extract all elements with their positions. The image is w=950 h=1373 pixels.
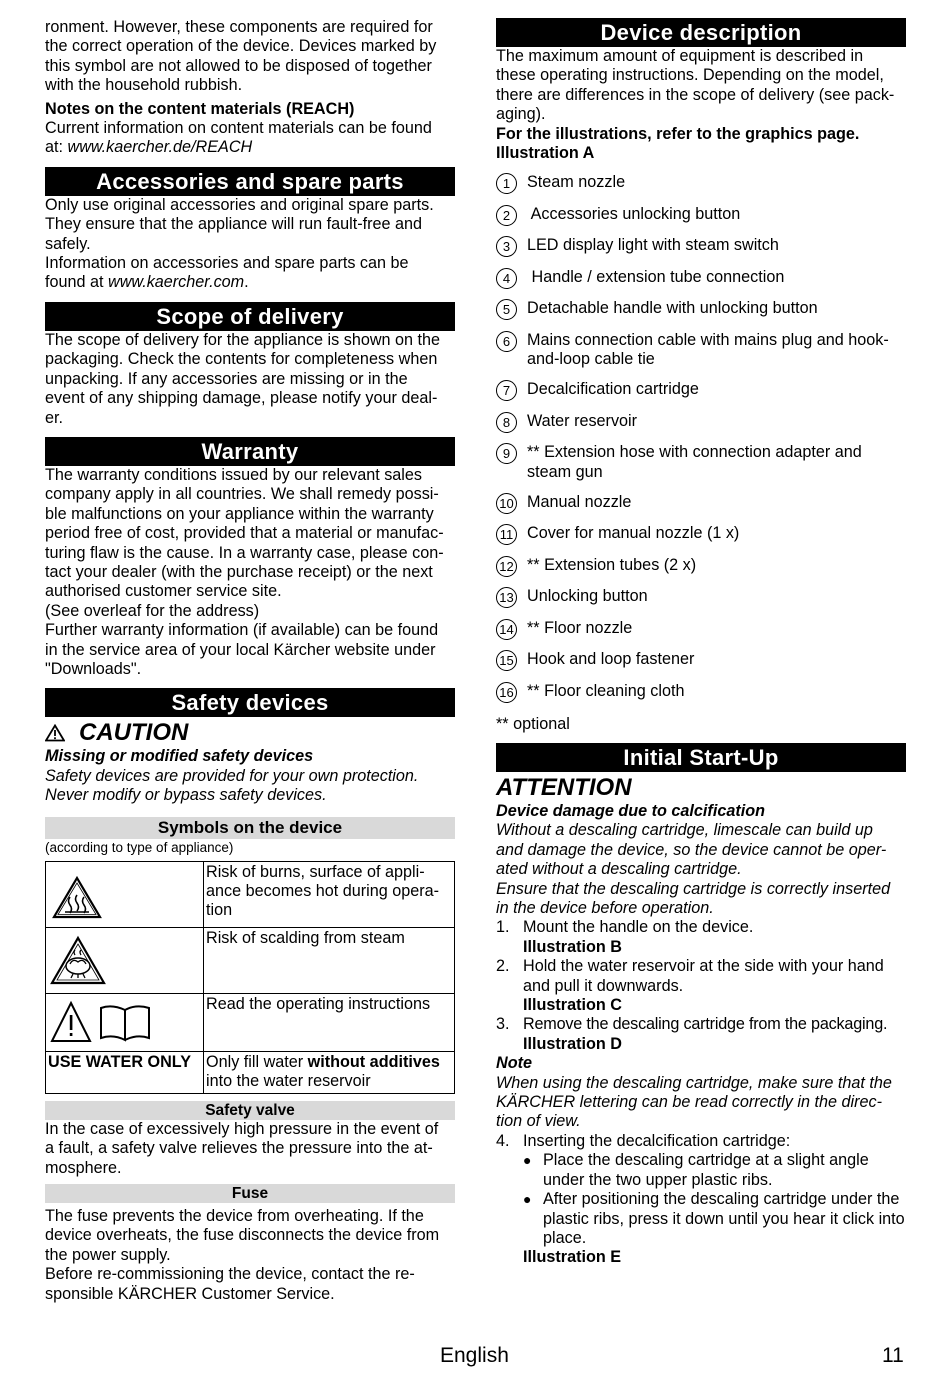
warning-triangle-icon bbox=[45, 724, 65, 742]
list-item bbox=[496, 380, 906, 401]
list-item bbox=[496, 556, 906, 577]
device-heading: Device description bbox=[496, 18, 906, 47]
bullet-dot-icon: ● bbox=[523, 1191, 532, 1208]
fuse-line: device overheats, the fuse disconnects the device from bbox=[45, 1226, 440, 1245]
item-number: 7 bbox=[496, 380, 517, 401]
valve-line: In the case of excessively high pressure in the event of bbox=[45, 1119, 439, 1138]
note-line: KÄRCHER lettering can be read correctly in the direc- bbox=[496, 1093, 882, 1112]
item-text: Decalcification cartridge bbox=[527, 380, 699, 399]
caution-line: Never modify or bypass safety devices. bbox=[45, 786, 327, 805]
step-text: Remove the descaling cartridge from the packaging. bbox=[523, 1015, 888, 1034]
attention-subheading: Device damage due to calcification bbox=[496, 801, 765, 820]
device-line: aging). bbox=[496, 105, 546, 124]
fuse-line: The fuse prevents the device from overheating. If the bbox=[45, 1207, 424, 1226]
attention-line: ated without a descaling cartridge. bbox=[496, 860, 742, 879]
symbol-text: Risk of scalding from steam bbox=[204, 928, 455, 994]
item-text: Steam nozzle bbox=[527, 173, 626, 192]
symbol-cell bbox=[46, 928, 204, 994]
warranty-line: ble malfunctions on your appliance within the warranty bbox=[45, 504, 434, 523]
bullet-text: Place the descaling cartridge at a slight angle under the two upper plastic ribs. bbox=[543, 1151, 869, 1189]
item-number: 14 bbox=[496, 619, 517, 640]
item-number: 2 bbox=[496, 205, 517, 226]
item-text: Hook and loop fastener bbox=[527, 650, 695, 669]
step-item bbox=[496, 918, 906, 937]
list-item bbox=[496, 331, 906, 370]
note-line: When using the descaling cartridge, make sure that the bbox=[496, 1073, 892, 1092]
symbol-row bbox=[46, 994, 455, 1051]
step-number: 3. bbox=[496, 1015, 510, 1034]
warranty-line: The warranty conditions issued by our relevant sales bbox=[45, 465, 422, 484]
attention-line: Without a descaling cartridge, limescale can build up bbox=[496, 821, 873, 840]
step-text: Inserting the decalcification cartridge: bbox=[523, 1131, 791, 1150]
safety-heading: Safety devices bbox=[45, 688, 455, 717]
list-item bbox=[496, 443, 906, 482]
warranty-heading: Warranty bbox=[45, 437, 455, 466]
accessories-line-last bbox=[45, 273, 455, 292]
symbol-cell bbox=[46, 861, 204, 927]
reach-heading: Notes on the content materials (REACH) bbox=[45, 99, 355, 118]
list-item bbox=[496, 587, 906, 608]
list-item bbox=[496, 299, 906, 320]
illustration-e: Illustration E bbox=[523, 1248, 622, 1267]
attention-line: Ensure that the descaling cartridge is correctly inserted bbox=[496, 879, 891, 898]
startup-heading: Initial Start-Up bbox=[496, 743, 906, 772]
item-text: Mains connection cable with mains plug and hook-and-loop cable tie bbox=[527, 330, 889, 369]
illustrations-ref: For the illustrations, refer to the graphics page. bbox=[496, 124, 860, 143]
page-number: 11 bbox=[882, 1344, 904, 1367]
step-number: 4. bbox=[496, 1131, 510, 1150]
item-number: 10 bbox=[496, 493, 517, 514]
accessories-line: safely. bbox=[45, 234, 91, 253]
list-item bbox=[496, 236, 906, 257]
reach-text-line2 bbox=[45, 138, 455, 157]
fuse-line: the power supply. bbox=[45, 1245, 171, 1264]
parts-list bbox=[496, 173, 906, 702]
list-item bbox=[496, 524, 906, 545]
step-item bbox=[496, 957, 906, 996]
warranty-line: tact your dealer (with the purchase receipt) or the next bbox=[45, 562, 433, 581]
item-number: 12 bbox=[496, 556, 517, 577]
symbol-text: Risk of burns, surface of appli- ance becomes hot during opera- tion bbox=[204, 861, 455, 927]
symbols-heading: Symbols on the device bbox=[45, 817, 455, 839]
read-manual-icon bbox=[49, 1000, 153, 1044]
step-number: 2. bbox=[496, 957, 510, 976]
valve-line: mosphere. bbox=[45, 1158, 122, 1177]
optional-note: ** optional bbox=[496, 714, 570, 733]
list-item bbox=[496, 619, 906, 640]
step-number: 1. bbox=[496, 918, 510, 937]
warranty-line: period free of cost, provided that a material or manufac- bbox=[45, 524, 444, 543]
accessories-line: Only use original accessories and original spare parts. bbox=[45, 195, 434, 214]
scope-line: packaging. Check the contents for completeness when bbox=[45, 350, 438, 369]
item-number: 16 bbox=[496, 682, 517, 703]
intro-line: with the household rubbish. bbox=[45, 76, 243, 95]
attention-line: and damage the device, so the device cannot be oper- bbox=[496, 840, 887, 859]
symbol-text: Read the operating instructions bbox=[204, 994, 455, 1051]
item-number: 5 bbox=[496, 299, 517, 320]
item-text: ** Extension tubes (2 x) bbox=[527, 555, 697, 574]
item-number: 9 bbox=[496, 443, 517, 464]
intro-line: ronment. However, these components are required for bbox=[45, 18, 433, 36]
list-item bbox=[496, 493, 906, 514]
list-item bbox=[496, 682, 906, 703]
scope-line: unpacking. If any accessories are missing or in the bbox=[45, 369, 408, 388]
list-item bbox=[496, 173, 906, 194]
symbols-note: (according to type of appliance) bbox=[45, 839, 234, 855]
water-only-label: USE WATER ONLY bbox=[46, 1051, 204, 1093]
caution-label: CAUTION bbox=[79, 719, 189, 747]
caution-subheading: Missing or modified safety devices bbox=[45, 747, 314, 766]
water-only-text bbox=[204, 1051, 455, 1093]
scope-heading: Scope of delivery bbox=[45, 302, 455, 331]
bullet-item bbox=[496, 1151, 906, 1190]
list-item bbox=[496, 205, 906, 226]
warranty-line: "Downloads". bbox=[45, 659, 142, 678]
warranty-line: (See overleaf for the address) bbox=[45, 601, 260, 620]
note-label: Note bbox=[496, 1054, 532, 1073]
bullet-dot-icon: ● bbox=[523, 1152, 532, 1169]
item-text: Manual nozzle bbox=[527, 492, 632, 511]
note-line: tion of view. bbox=[496, 1112, 581, 1131]
fuse-heading: Fuse bbox=[45, 1184, 455, 1203]
item-number: 8 bbox=[496, 412, 517, 433]
item-text: Water reservoir bbox=[527, 411, 638, 430]
intro-line: the correct operation of the device. Devices marked by bbox=[45, 37, 437, 56]
device-line: these operating instructions. Depending on the model, bbox=[496, 66, 884, 85]
item-number: 3 bbox=[496, 236, 517, 257]
warranty-line: company apply in all countries. We shall remedy possi- bbox=[45, 485, 439, 504]
item-number: 11 bbox=[496, 524, 517, 545]
item-text: LED display light with steam switch bbox=[527, 236, 779, 255]
accessories-heading: Accessories and spare parts bbox=[45, 167, 455, 196]
accessories-link[interactable]: www.kaercher.com bbox=[108, 273, 245, 292]
reach-text: Current information on content materials can be found bbox=[45, 119, 432, 138]
accessories-end: . bbox=[244, 273, 249, 292]
item-text: ** Floor cleaning cloth bbox=[527, 681, 685, 700]
scope-line: er. bbox=[45, 408, 63, 427]
attention-line: in the device before operation. bbox=[496, 899, 714, 917]
accessories-line: Information on accessories and spare parts can be bbox=[45, 254, 409, 273]
intro-line: this symbol are not allowed to be disposed of together bbox=[45, 56, 432, 75]
accessories-line: They ensure that the appliance will run fault-free and bbox=[45, 215, 423, 234]
list-item bbox=[496, 412, 906, 433]
item-text: Cover for manual nozzle (1 x) bbox=[527, 524, 740, 543]
device-line: The maximum amount of equipment is described in bbox=[496, 47, 864, 65]
water-only-text-b: into the water reservoir bbox=[206, 1072, 371, 1091]
symbols-table bbox=[45, 861, 455, 1094]
scope-line: event of any shipping damage, please notify your deal- bbox=[45, 389, 438, 408]
warranty-line: in the service area of your local Kärcher website under bbox=[45, 640, 436, 659]
warranty-line: authorised customer service site. bbox=[45, 582, 282, 601]
item-text: ** Extension hose with connection adapter and steam gun bbox=[527, 443, 862, 481]
item-text: ** Floor nozzle bbox=[527, 618, 633, 637]
item-number: 13 bbox=[496, 587, 517, 608]
item-text: Detachable handle with unlocking button bbox=[527, 299, 818, 318]
list-item bbox=[496, 268, 906, 289]
step-text: Mount the handle on the device. bbox=[523, 918, 754, 937]
symbol-row bbox=[46, 928, 455, 994]
fuse-line: sponsible KÄRCHER Customer Service. bbox=[45, 1284, 335, 1303]
valve-line: a fault, a safety valve relieves the pressure into the at- bbox=[45, 1139, 433, 1158]
caution-title bbox=[45, 719, 455, 747]
scope-line: The scope of delivery for the appliance is shown on the bbox=[45, 330, 441, 349]
item-number: 15 bbox=[496, 650, 517, 671]
item-text: Unlocking button bbox=[527, 587, 648, 606]
attention-label: ATTENTION bbox=[496, 773, 632, 801]
bullet-text: After positioning the descaling cartridge under the plastic ribs, press it down until you hear it click into place. bbox=[543, 1190, 905, 1247]
item-number: 6 bbox=[496, 331, 517, 352]
step-illustration: Illustration D bbox=[523, 1034, 622, 1053]
list-item bbox=[496, 650, 906, 671]
fuse-line: Before re-commissioning the device, contact the re- bbox=[45, 1265, 415, 1284]
symbol-row bbox=[46, 861, 455, 927]
step-illustration: Illustration C bbox=[523, 996, 622, 1015]
warranty-line: Further warranty information (if available) can be found bbox=[45, 621, 439, 640]
item-text: Handle / extension tube connection bbox=[527, 267, 785, 286]
warranty-line: turing flaw is the cause. In a warranty case, please con- bbox=[45, 543, 444, 562]
steam-scald-icon bbox=[49, 935, 107, 987]
device-line: there are differences in the scope of delivery (see pack- bbox=[496, 85, 895, 104]
valve-heading: Safety valve bbox=[45, 1101, 455, 1120]
water-only-text-a: Only fill water bbox=[206, 1052, 308, 1071]
step-item bbox=[496, 1015, 906, 1034]
item-text: Accessories unlocking button bbox=[527, 204, 741, 223]
left-column bbox=[45, 18, 455, 1304]
accessories-text: found at bbox=[45, 273, 109, 292]
hot-surface-icon bbox=[51, 875, 103, 921]
illustration-a: Illustration A bbox=[496, 144, 595, 163]
reach-prefix: at: bbox=[45, 138, 68, 157]
caution-line: Safety devices are provided for your own protection. bbox=[45, 766, 419, 785]
symbol-row bbox=[46, 1051, 455, 1093]
footer-language: English bbox=[440, 1344, 509, 1367]
step-text: Hold the water reservoir at the side with your hand and pull it downwards. bbox=[523, 957, 884, 995]
right-column bbox=[496, 18, 906, 1268]
step-illustration: Illustration B bbox=[523, 937, 622, 956]
step-item bbox=[496, 1132, 906, 1151]
reach-link[interactable]: www.kaercher.de/REACH bbox=[67, 138, 253, 157]
symbol-cell bbox=[46, 994, 204, 1051]
item-number: 1 bbox=[496, 173, 517, 194]
water-only-text-bold: without additives bbox=[307, 1052, 440, 1071]
item-number: 4 bbox=[496, 268, 517, 289]
bullet-item bbox=[496, 1190, 906, 1248]
